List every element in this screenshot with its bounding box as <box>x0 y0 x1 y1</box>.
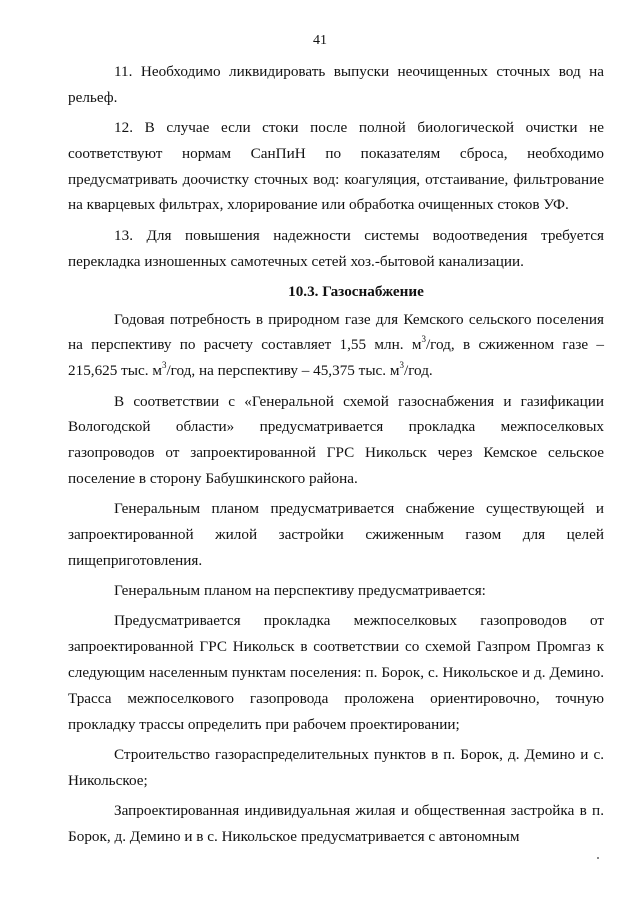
gas-demand-paragraph <box>68 307 604 384</box>
item-13: 13. Для повышения надежности системы водоотведения требуется перекладка изношенных самотечных сетей хоз.-бытовой канализации. <box>68 226 604 270</box>
gas-demand-intro: Годовая потребность в природном газе для Кемского сельского поселения на перспективу по расчету составляет 1,55 млн. м <box>68 310 604 354</box>
liquefied-gas-paragraph: Генеральным планом предусматривается снабжение существующей и запроектированной жилой застройки сжиженным газом для целей пищеприготовления. <box>68 500 604 569</box>
gas-demand-tail: /год. <box>403 362 433 380</box>
section-heading: 10.3. Газоснабжение <box>288 282 424 300</box>
item-11: 11. Необходимо ликвидировать выпуски неочищенных сточных вод на рельеф. <box>68 63 604 106</box>
gas-demand-liquefied: /год, в сжиженном газе – 215,625 тыс. м <box>68 336 604 380</box>
cubic-superscript-2: 3 <box>161 360 167 371</box>
general-scheme-paragraph: В соответствии с «Генеральной схемой газоснабжения и газификации Вологодской области» предусматривается прокладка межпоселковых газопроводов от запроектированной ГРС Никольск через Кемское сельское поселение в сторону Бабушкинского района. <box>68 392 604 487</box>
future-plan-heading: Генеральным планом на перспективу предусматривается: <box>114 582 486 600</box>
scan-speck <box>597 857 599 859</box>
page-number: 41 <box>313 33 327 48</box>
gas-demand-future: /год, на перспективу – 45,375 тыс. м <box>166 362 400 380</box>
autonomous-supply-paragraph: Запроектированная индивидуальная жилая и общественная застройка в п. Борок, д. Демино и в с. Никольское предусматривается с автономным <box>68 802 604 845</box>
pipeline-paragraph: Предусматривается прокладка межпоселковых газопроводов от запроектированной ГРС Никольск в соответствии со схемой Газпром Промгаз к следующим населенным пунктам поселения: п. Борок, с. Никольское и д. Демино. Трасса межпоселкового газопровода проложена ориентировочно, точную прокладку трассы определить при рабочем проектировании; <box>68 612 604 733</box>
distribution-points-paragraph: Строительство газораспределительных пунктов в п. Борок, д. Демино и с. Никольское; <box>68 745 604 789</box>
cubic-superscript-1: 3 <box>421 334 426 345</box>
document-body <box>68 59 604 854</box>
item-12: 12. В случае если стоки после полной биологической очистки не соответствуют нормам СанПиН по показателям сброса, необходимо предусматривать доочистку сточных вод: коагуляция, отстаивание, фильтрование на кварцевых фильтрах, хлорирование или обработка очищенных стоков УФ. <box>68 119 604 214</box>
cubic-superscript-3: 3 <box>399 360 404 371</box>
